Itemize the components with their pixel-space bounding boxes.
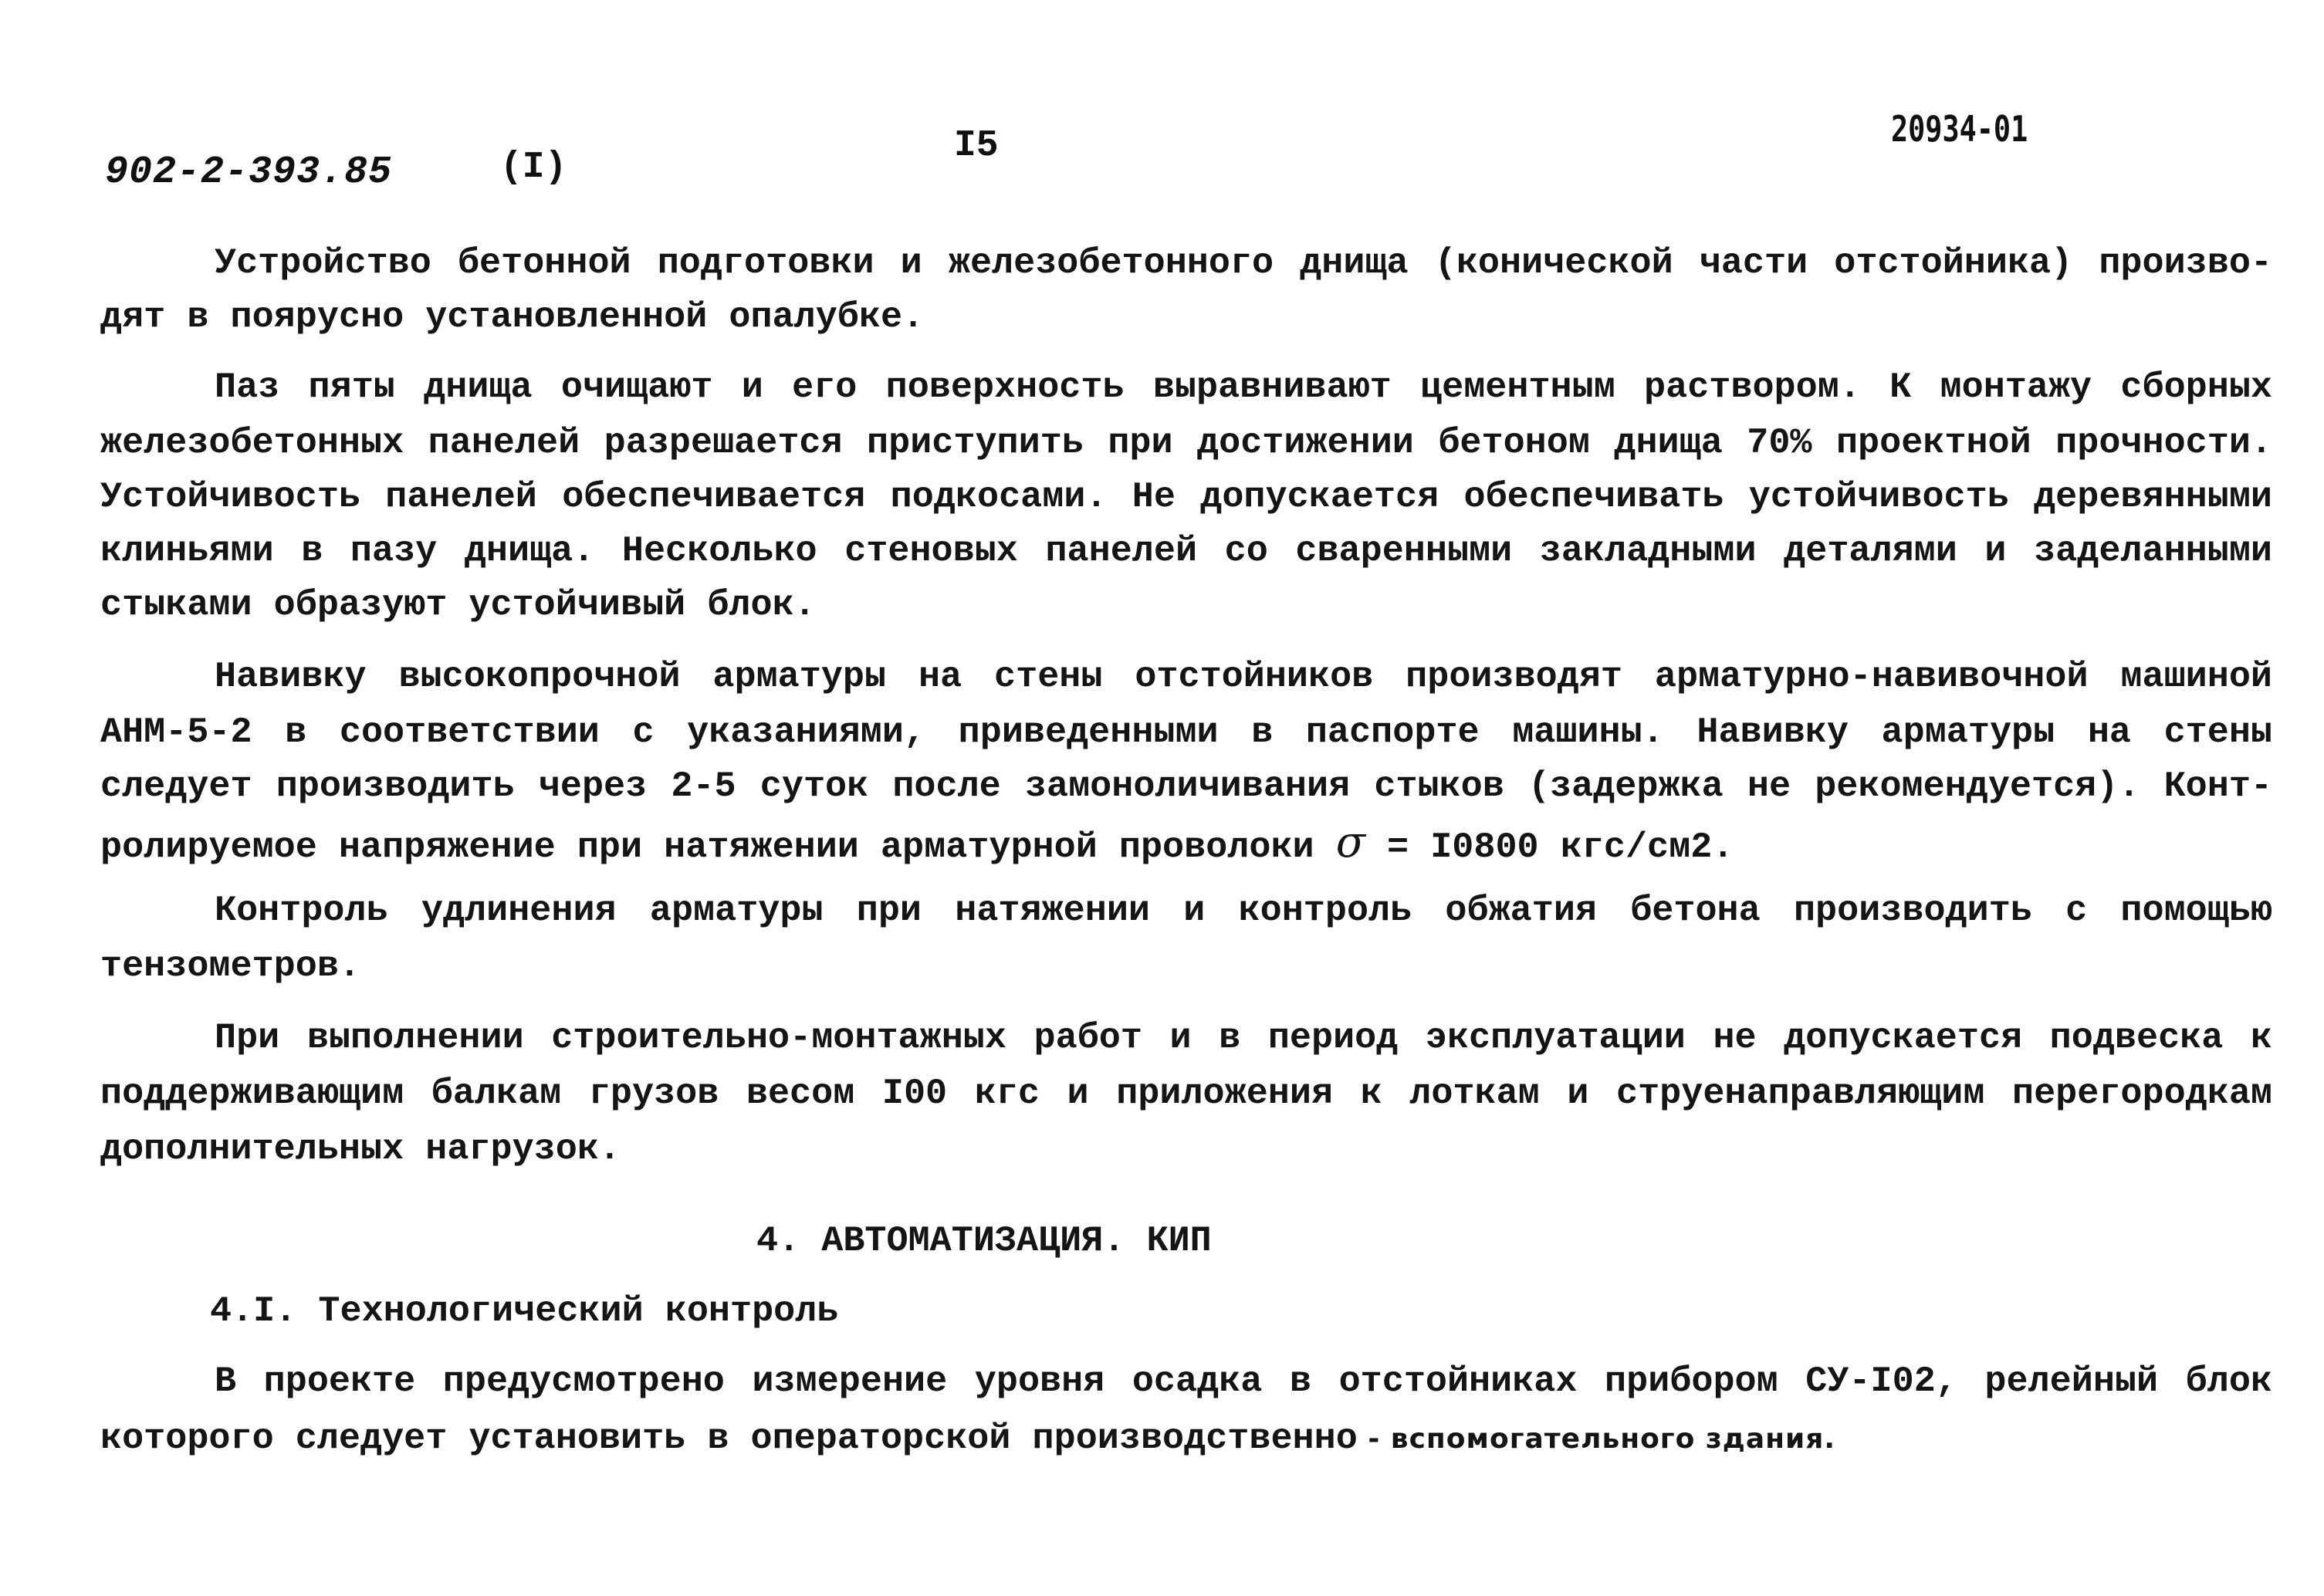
paragraph-line: Устойчивость панелей обеспечивается подкосами. Не допускается обеспечивать устойчивость деревянными [100, 477, 2272, 518]
formula-text: ролируемое напряжение при натяжении арматурной проволоки [100, 827, 1336, 868]
paragraph-line: АНМ-5-2 в соответствии с указаниями, приведенными в паспорте машины. Навивку арматуры на стены [100, 712, 2272, 753]
line-main-text: которого следует установить в операторской производственно [100, 1418, 1358, 1459]
paragraph-line: дополнительных нагрузок. [100, 1129, 621, 1170]
paragraph-line: В проекте предусмотрено измерение уровня осадка в отстойниках прибором СУ-I02, релейный блок [215, 1361, 2272, 1402]
paragraph-line [100, 1418, 2272, 1461]
subsection-heading: 4.I. Технологический контроль [210, 1291, 839, 1332]
paragraph-line: стыками образуют устойчивый блок. [100, 585, 816, 626]
formula-value: = I0800 кгс/см2. [1365, 827, 1734, 868]
paragraph-line: Паз пяты днища очищают и его поверхность выравнивают цементным раствором. К монтажу сборных [215, 367, 2272, 408]
paragraph-line: Навивку высокопрочной арматуры на стены отстойников производят арматурно-навивочной машиной [215, 657, 2272, 698]
paragraph-line: тензометров. [100, 946, 360, 987]
paragraph-line: дят в поярусно установленной опалубке. [100, 297, 925, 338]
paragraph-line: следует производить через 2-5 суток после замоноличивания стыков (задержка не рекомендуется). Конт- [100, 766, 2272, 807]
section-heading: 4. АВТОМАТИЗАЦИЯ. КИП [756, 1221, 1212, 1262]
paragraph-line: поддерживающим балкам грузов весом I00 кгс и приложения к лоткам и струенаправляющим перегородкам [100, 1074, 2272, 1114]
sheet-part-label: (I) [500, 147, 567, 188]
paragraph-line: При выполнении строительно-монтажных работ и в период эксплуатации не допускается подвеска к [215, 1018, 2272, 1059]
document-code: 902-2-393.85 [105, 150, 393, 194]
page-number: I5 [954, 125, 999, 167]
formula-line [100, 817, 2272, 870]
sigma-symbol: σ [1335, 817, 1365, 867]
handwritten-tail-text: - вспомогательного здания. [1357, 1423, 1836, 1455]
paragraph-line: клиньями в пазу днища. Несколько стеновых панелей со сваренными закладными деталями и заделанными [100, 531, 2272, 572]
inventory-stamp: 20934-01 [1891, 108, 2028, 150]
paragraph-line: Устройство бетонной подготовки и железобетонного днища (конической части отстойника) произво- [215, 243, 2272, 284]
paragraph-line: железобетонных панелей разрешается приступить при достижении бетоном днища 70% проектной прочности. [100, 423, 2272, 464]
paragraph-line: Контроль удлинения арматуры при натяжении и контроль обжатия бетона производить с помощью [215, 891, 2272, 932]
